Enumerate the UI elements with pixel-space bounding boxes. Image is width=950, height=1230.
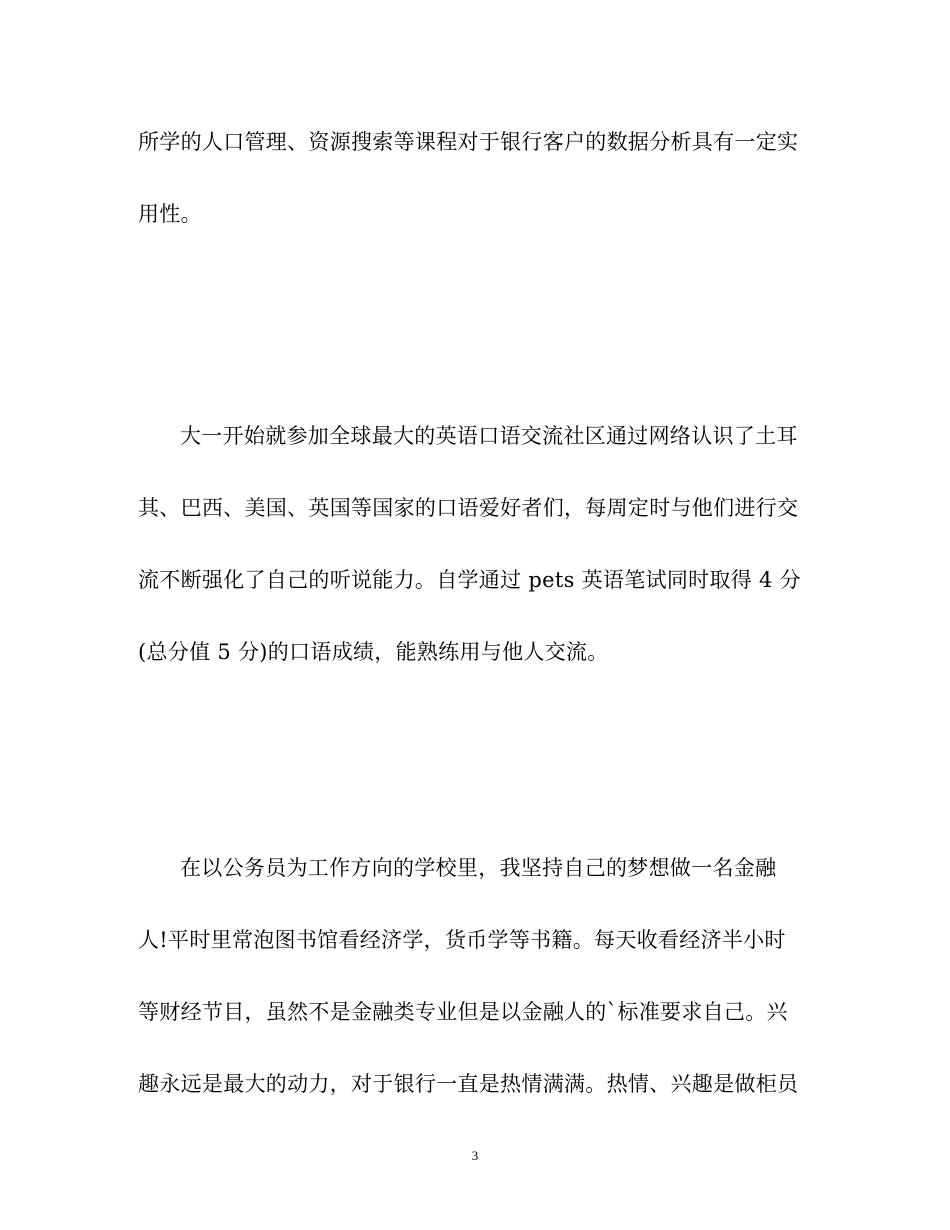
paragraph-3-line-2: 人!平时里常泡图书馆看经济学，货币学等书籍。每天收看经济半小时 <box>138 928 786 952</box>
paragraph-3-line-1: 在以公务员为工作方向的学校里，我坚持自己的梦想做一名金融 <box>180 856 777 880</box>
paragraph-2-line-3: 流不断强化了自己的听说能力。自学通过 pets 英语笔试同时取得 4 分 <box>138 568 801 592</box>
paragraph-2-line-2: 其、巴西、美国、英国等国家的口语爱好者们，每周定时与他们进行交 <box>138 496 799 520</box>
page-number: 3 <box>471 1148 479 1163</box>
paragraph-2-line-1: 大一开始就参加全球最大的英语口语交流社区通过网络认识了土耳 <box>180 424 798 448</box>
paragraph-3-line-4: 趣永远是最大的动力，对于银行一直是热情满满。热情、兴趣是做柜员 <box>138 1072 799 1096</box>
paragraph-3-line-3: 等财经节目，虽然不是金融类专业但是以金融人的`标准要求自己。兴 <box>138 1000 788 1024</box>
paragraph-1-line-1: 所学的人口管理、资源搜索等课程对于银行客户的数据分析具有一定实 <box>138 130 799 154</box>
paragraph-1-line-2: 用性。 <box>138 202 202 226</box>
paragraph-2-line-4: (总分值 5 分)的口语成绩，能熟练用与他人交流。 <box>138 640 609 664</box>
